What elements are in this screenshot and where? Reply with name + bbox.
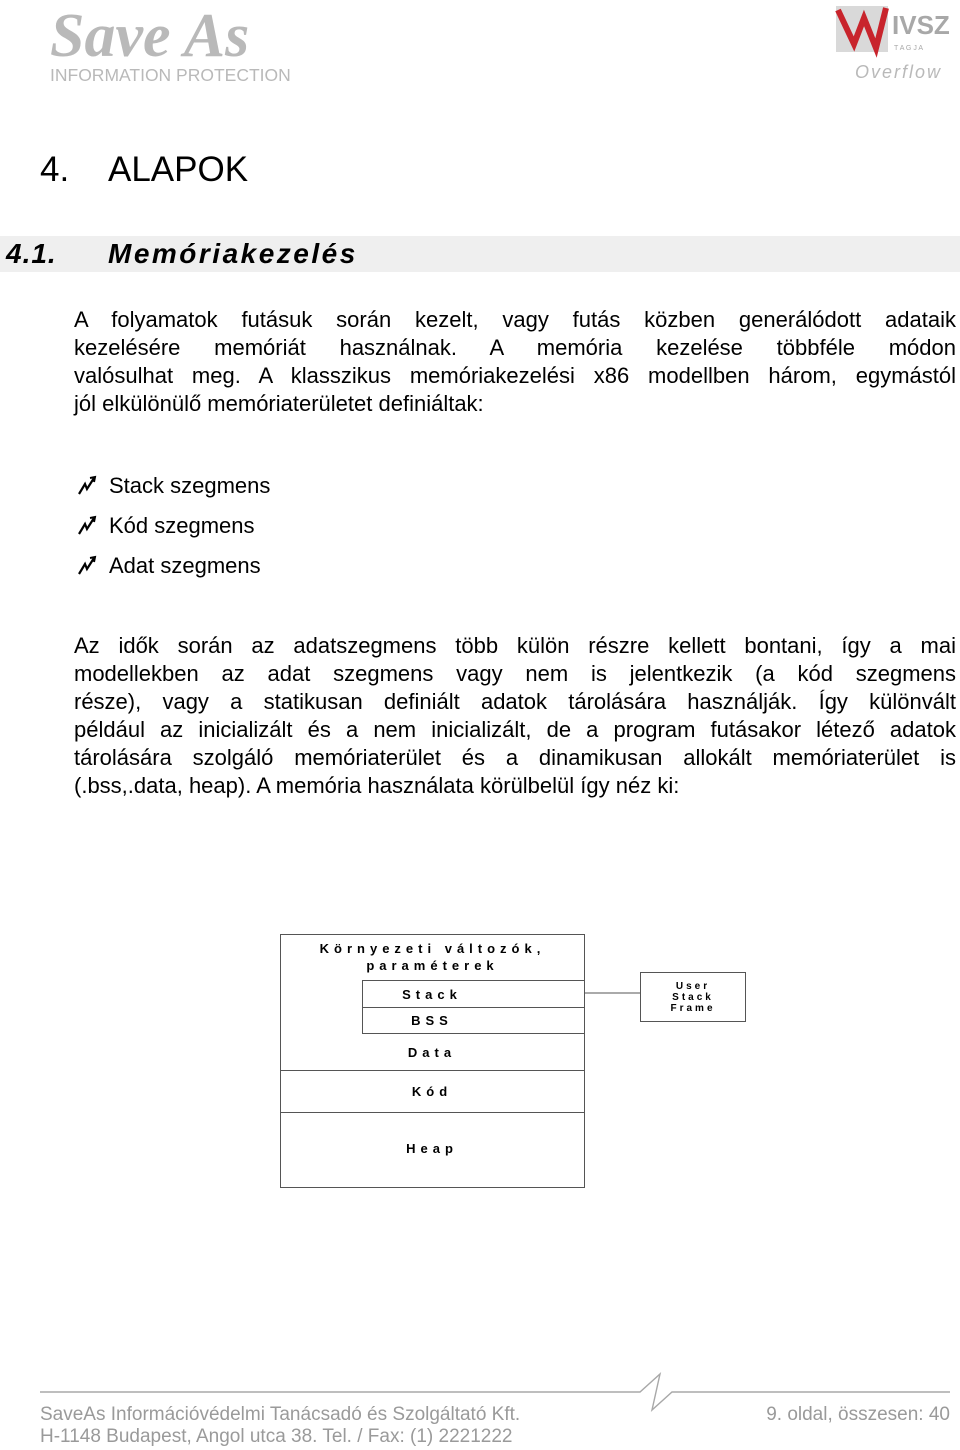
header-section-label: Overflow xyxy=(854,62,942,82)
footer-page-number: 9. oldal, összesen: 40 xyxy=(766,1404,950,1425)
bullet-text: Adat szegmens xyxy=(109,553,261,578)
stack-label: Stack xyxy=(402,987,462,1002)
logo-title: Save As xyxy=(50,2,250,70)
paragraph-line: kezelésére memóriát használnak. A memória kezelése többféle módon xyxy=(74,335,956,360)
bullet-item xyxy=(76,512,255,540)
paragraph-line: valósulhat meg. A klasszikus memóriakezelési x86 modellben három, egymástól xyxy=(74,363,956,388)
paragraph-line: például az inicializált és a nem inicializált, de a program futásakor létező adatok xyxy=(74,717,956,742)
lightning-bullet-icon xyxy=(76,475,98,497)
user-stack-frame-label-frame: Frame xyxy=(670,1003,716,1014)
kod-label: Kód xyxy=(411,1084,453,1099)
user-stack-frame-label-stack: Stack xyxy=(672,992,714,1003)
lightning-bullet-icon xyxy=(76,515,98,537)
bullet-item xyxy=(76,472,270,500)
paragraph-line: modellekben az adat szegmens vagy nem is jelentkezik (a kód szegmens xyxy=(74,661,956,686)
paragraph-line: része), vagy a statikusan definiált adatok tárolására használják. Így különvált xyxy=(74,689,956,714)
chapter-title: ALAPOK xyxy=(108,150,249,189)
footer-address: H-1148 Budapest, Angol utca 38. Tel. / Fax: (1) 2221222 xyxy=(40,1426,513,1447)
section-title: Memóriakezelés xyxy=(108,238,358,269)
user-stack-frame-label-user: User xyxy=(675,981,711,992)
bullet-text: Stack szegmens xyxy=(109,473,271,498)
paragraph-line: A folyamatok futásuk során kezelt, vagy futás közben generálódott adataik xyxy=(74,307,956,332)
parameters-label: paraméterek xyxy=(366,958,499,973)
paragraph-line: (.bss,.data, heap). A memória használata körülbelül így néz ki: xyxy=(74,773,680,798)
paragraph-line: jól elkülönülő memóriaterületet definiáltak: xyxy=(74,391,484,416)
ivsz-logo xyxy=(832,4,950,54)
stack-frame-arrow xyxy=(585,985,641,1001)
paragraph-line: tárolására szolgáló memóriaterület és a dinamikusan allokált memóriaterület is xyxy=(74,745,956,770)
data-label: Data xyxy=(407,1045,457,1060)
section-heading xyxy=(6,238,358,270)
ivsz-small-text: T A G J A xyxy=(894,45,924,52)
saveas-logo xyxy=(48,0,338,90)
bullet-text: Kód szegmens xyxy=(109,513,255,538)
paragraph-line: Az idők során az adatszegmens több külön részre kellett bontani, így a mai xyxy=(74,633,956,658)
ivsz-text: IVSZ xyxy=(892,10,950,40)
logo-subtitle: INFORMATION PROTECTION xyxy=(50,65,291,85)
chapter-number: 4. xyxy=(40,150,70,189)
heap-label: Heap xyxy=(406,1141,458,1156)
section-number: 4.1. xyxy=(6,238,57,269)
env-variables-label: Környezeti változók, xyxy=(319,941,546,956)
footer-company: SaveAs Információvédelmi Tanácsadó és Szolgáltató Kft. xyxy=(40,1404,521,1425)
chapter-heading xyxy=(40,150,248,190)
lightning-bullet-icon xyxy=(76,555,98,577)
bullet-item xyxy=(76,552,261,580)
bss-label: BSS xyxy=(411,1013,453,1028)
